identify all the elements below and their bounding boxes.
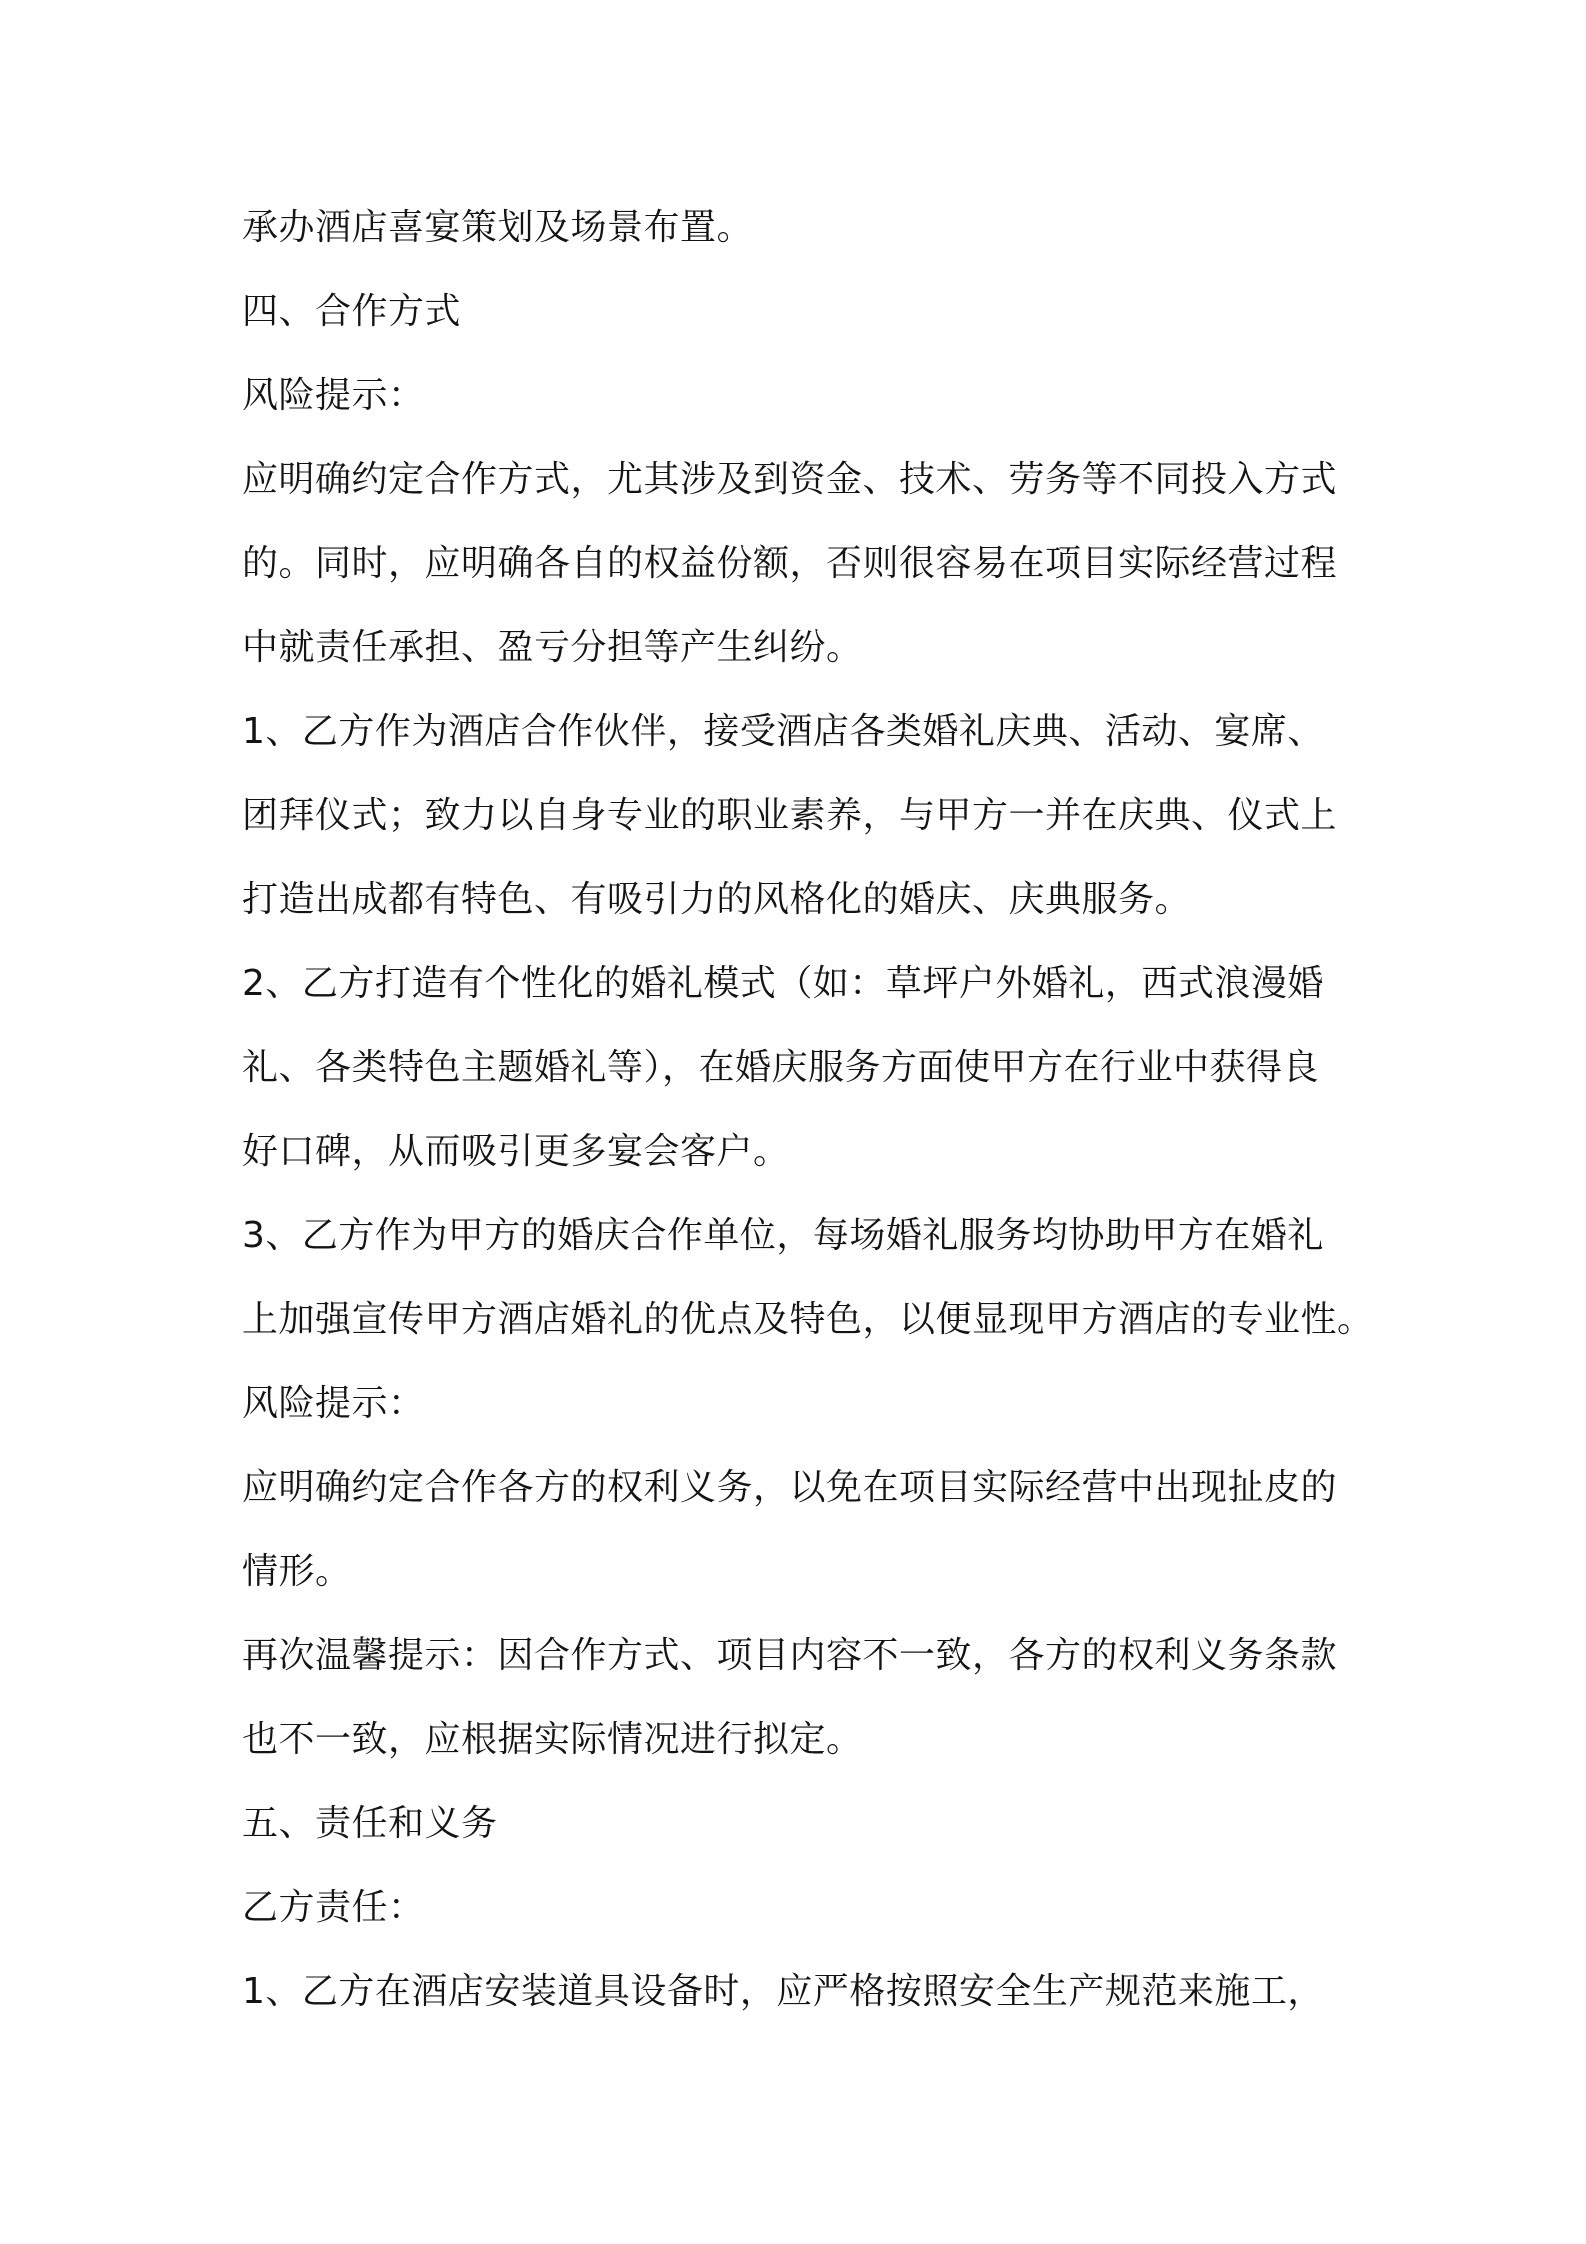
text-line: 也不一致，应根据实际情况进行拟定。 bbox=[242, 1719, 863, 1760]
text-line: 礼、各类特色主题婚礼等），在婚庆服务方面使甲方在行业中获得良 bbox=[242, 1047, 1320, 1088]
text-line: 上加强宣传甲方酒店婚礼的优点及特色，以便显现甲方酒店的专业性。 bbox=[242, 1299, 1374, 1340]
text-line: 3、乙方作为甲方的婚庆合作单位，每场婚礼服务均协助甲方在婚礼 bbox=[242, 1215, 1324, 1256]
text-line: 1、乙方作为酒店合作伙伴，接受酒店各类婚礼庆典、活动、宴席、 bbox=[242, 711, 1324, 752]
subsection-label: 乙方责任： bbox=[242, 1887, 425, 1928]
risk-note-label: 风险提示： bbox=[242, 375, 425, 416]
text-line: 应明确约定合作方式，尤其涉及到资金、技术、劳务等不同投入方式 bbox=[242, 459, 1338, 500]
text-line: 情形。 bbox=[242, 1551, 352, 1592]
risk-note-label: 风险提示： bbox=[242, 1383, 425, 1424]
section-heading: 五、责任和义务 bbox=[242, 1803, 498, 1844]
text-line: 2、乙方打造有个性化的婚礼模式（如：草坪户外婚礼，西式浪漫婚 bbox=[242, 963, 1324, 1004]
text-line: 打造出成都有特色、有吸引力的风格化的婚庆、庆典服务。 bbox=[242, 879, 1192, 920]
text-line: 应明确约定合作各方的权利义务，以免在项目实际经营中出现扯皮的 bbox=[242, 1467, 1338, 1508]
text-line: 1、乙方在酒店安装道具设备时，应严格按照安全生产规范来施工， bbox=[242, 1971, 1324, 2012]
text-line: 的。同时，应明确各自的权益份额，否则很容易在项目实际经营过程 bbox=[242, 543, 1338, 584]
text-line: 承办酒店喜宴策划及场景布置。 bbox=[242, 207, 754, 248]
text-line: 再次温馨提示：因合作方式、项目内容不一致，各方的权利义务条款 bbox=[242, 1635, 1338, 1676]
text-line: 团拜仪式；致力以自身专业的职业素养，与甲方一并在庆典、仪式上 bbox=[242, 795, 1338, 836]
text-line: 中就责任承担、盈亏分担等产生纠纷。 bbox=[242, 627, 863, 668]
text-line: 好口碑，从而吸引更多宴会客户。 bbox=[242, 1131, 790, 1172]
section-heading: 四、合作方式 bbox=[242, 291, 462, 332]
